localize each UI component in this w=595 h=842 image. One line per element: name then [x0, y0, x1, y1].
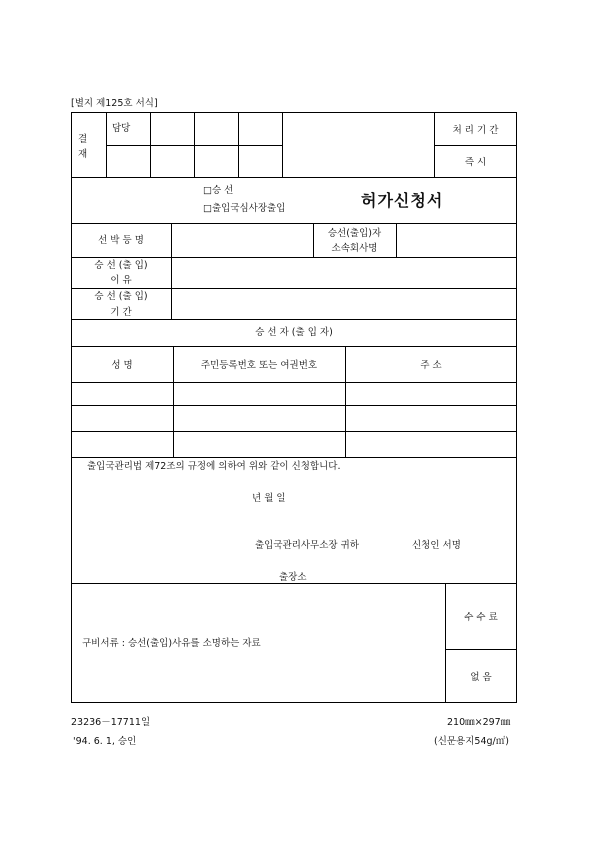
- col-name: 성 명: [111, 360, 133, 371]
- footer-code: 23236－17711일: [71, 717, 151, 728]
- form-title: 허가신청서: [361, 191, 444, 210]
- option-boarding: □승 선: [203, 185, 234, 196]
- ship-name-label: 선 박 등 명: [98, 235, 144, 246]
- boarder-label-2: 소속회사명: [331, 243, 378, 254]
- footer-paper-type: (신문용지54g/㎡): [434, 736, 509, 747]
- footer-paper-size: 210㎜×297㎜: [447, 717, 511, 728]
- reason-label-1: 승 선 (출 입): [94, 260, 148, 271]
- footer-approval: '94. 6. 1, 승인: [73, 736, 137, 747]
- declaration-addressee: 출입국관리사무소장 귀하: [255, 540, 359, 551]
- col-id-number: 주민등록번호 또는 여권번호: [200, 360, 318, 371]
- approval-label-bottom: 재: [78, 149, 88, 160]
- col-address: 주 소: [420, 360, 442, 371]
- declaration-statement: 출입국관리법 제72조의 규정에 의하여 위와 같이 신청합니다.: [87, 461, 341, 472]
- persons-section-title: 승 선 자 (출 입 자): [255, 327, 333, 338]
- required-documents: 구비서류 : 승선(출입)사유를 소명하는 자료: [82, 638, 261, 649]
- reason-label-2: 이 유: [110, 275, 132, 286]
- option-inspection-area: □출입국심사장출입: [203, 203, 286, 214]
- approval-charge: 담당: [112, 123, 131, 134]
- table-row: [71, 431, 517, 432]
- boarder-label-1: 승선(출입)자: [327, 228, 382, 239]
- declaration-date: 년 월 일: [252, 493, 286, 504]
- period-label-1: 승 선 (출 입): [94, 291, 148, 302]
- period-label-2: 기 간: [110, 307, 132, 318]
- branch-office: 출장소: [279, 572, 307, 583]
- processing-period-label: 처 리 기 간: [452, 125, 499, 136]
- table-row: [71, 405, 517, 406]
- form-id: [별지 제125호 서식]: [71, 98, 158, 109]
- fee-label: 수 수 료: [464, 612, 498, 623]
- processing-period-value: 즉 시: [464, 157, 487, 168]
- applicant-signature: 신청인 서명: [412, 540, 461, 551]
- fee-value: 없 음: [470, 672, 492, 683]
- table-row: [71, 382, 517, 383]
- approval-label-top: 결: [78, 134, 88, 145]
